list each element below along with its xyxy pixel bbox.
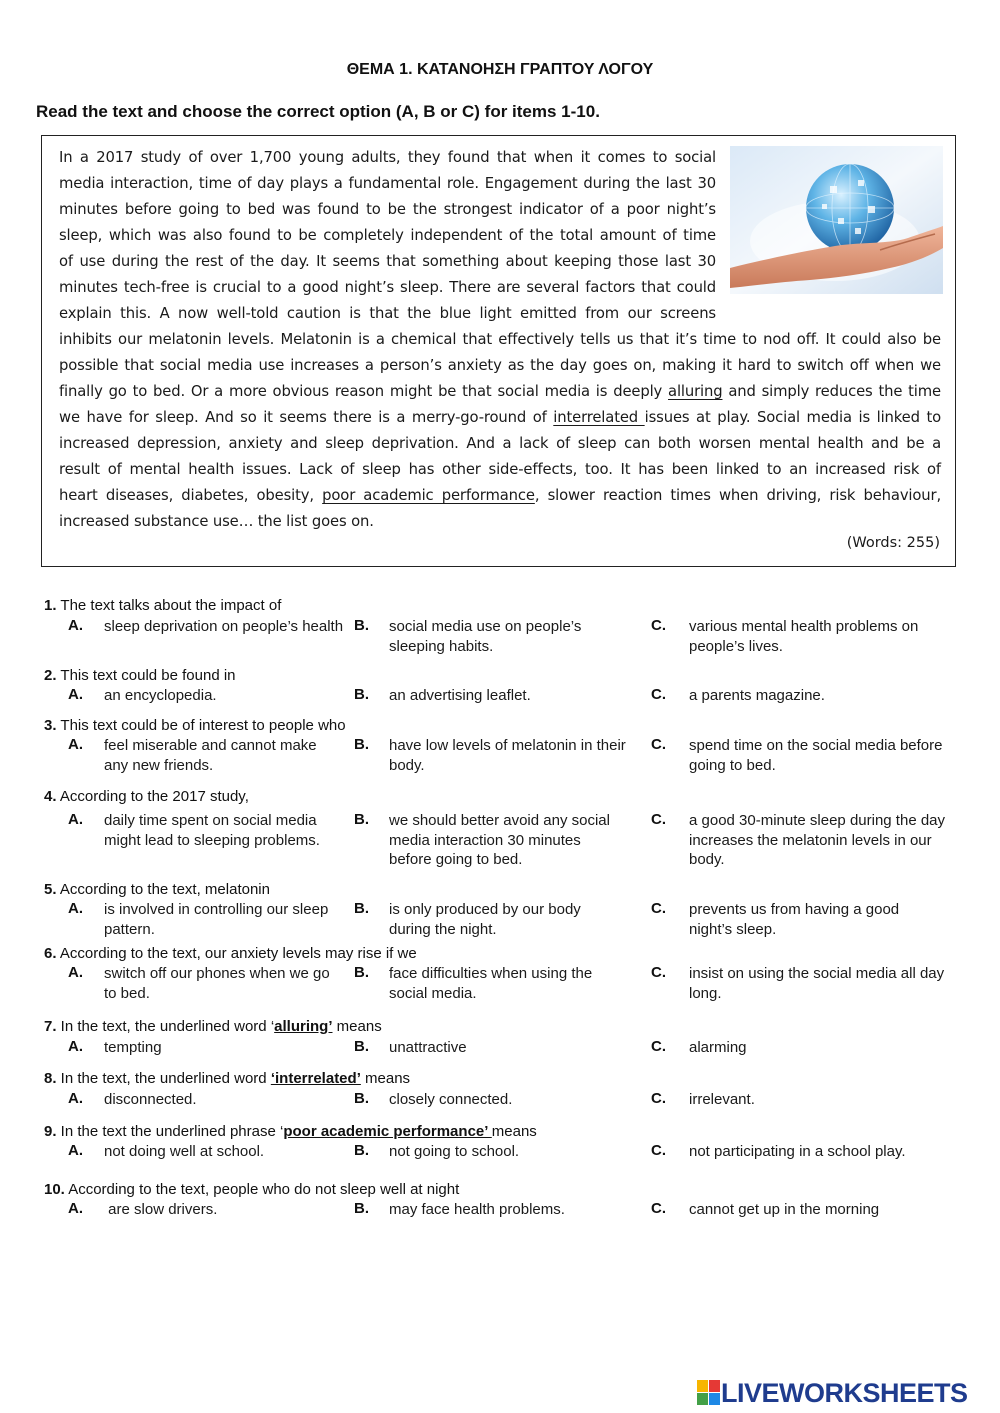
option-letter: B.: [354, 900, 369, 917]
option-a[interactable]: daily time spent on social media might lead to sleeping problems.: [104, 812, 320, 849]
option-c[interactable]: a good 30-minute sleep during the day increases the melatonin levels in our body.: [689, 812, 946, 868]
question-stem: 9. In the text the underlined phrase ‘poor academic performance’ means: [44, 1123, 537, 1140]
option-b[interactable]: have low levels of melatonin in their body.: [389, 737, 626, 774]
option-c[interactable]: cannot get up in the morning: [689, 1201, 880, 1218]
option-a[interactable]: are slow drivers.: [104, 1201, 218, 1218]
underlined-phrase-poor-academic-performance: poor academic performance: [322, 487, 535, 504]
option-c[interactable]: not participating in a school play.: [689, 1143, 906, 1160]
passage-line: sleep, which was also found to be completely independent of the total amount of time: [59, 227, 716, 244]
passage-line: possible that social media use increases a person’s anxiety as the day goes on, making it hard to switch off when we: [59, 357, 941, 374]
passage-line: finally go to bed. Or a more obvious reason might be that social media is deeply alluring and simply reduces the time: [59, 383, 941, 400]
option-letter: C.: [651, 686, 666, 703]
option-c[interactable]: various mental health problems on people’s lives.: [689, 618, 919, 655]
option-letter: A.: [68, 1200, 83, 1217]
option-letter: A.: [68, 736, 83, 753]
option-a[interactable]: switch off our phones when we go to bed.: [104, 965, 330, 1002]
option-letter: B.: [354, 1200, 369, 1217]
option-letter: A.: [68, 964, 83, 981]
liveworksheets-logo-text: LIVEWORKSHEETS: [721, 1377, 968, 1408]
option-letter: B.: [354, 686, 369, 703]
option-b[interactable]: an advertising leaflet.: [389, 687, 531, 704]
option-c[interactable]: prevents us from having a good night’s sleep.: [689, 901, 900, 938]
passage-line: increased substance use… the list goes on.: [59, 513, 374, 530]
option-b[interactable]: may face health problems.: [389, 1201, 565, 1218]
word-count: (Words: 255): [846, 535, 940, 551]
option-a[interactable]: feel miserable and cannot make any new friends.: [104, 737, 317, 774]
option-letter: A.: [68, 1142, 83, 1159]
option-b[interactable]: is only produced by our body during the night.: [389, 901, 581, 938]
option-letter: B.: [354, 617, 369, 634]
option-letter: B.: [354, 1142, 369, 1159]
option-a[interactable]: sleep deprivation on people’s health: [104, 618, 344, 635]
liveworksheets-logo[interactable]: [697, 1378, 968, 1408]
worksheet-title: ΘΕΜΑ 1. ΚΑΤΑΝΟΗΣΗ ΓΡΑΠΤΟΥ ΛΟΓΟΥ: [346, 61, 654, 78]
option-letter: C.: [651, 900, 666, 917]
question-stem: 4. According to the 2017 study,: [44, 788, 249, 805]
passage-line: of use during the rest of the day. It seems that something about keeping those last 30: [59, 253, 716, 270]
question-stem: 5. According to the text, melatonin: [44, 881, 270, 898]
option-b[interactable]: we should better avoid any social media interaction 30 minutes before going to bed.: [389, 812, 610, 868]
option-letter: A.: [68, 1090, 83, 1107]
passage-line: In a 2017 study of over 1,700 young adults, they found that when it comes to social: [59, 149, 716, 166]
question-stem: 2. This text could be found in: [44, 667, 236, 684]
option-c[interactable]: spend time on the social media before going to bed.: [689, 737, 943, 774]
option-letter: C.: [651, 736, 666, 753]
option-letter: B.: [354, 964, 369, 981]
question-stem: 8. In the text, the underlined word ‘interrelated’ means: [44, 1070, 411, 1087]
option-letter: A.: [68, 811, 83, 828]
underlined-word-interrelated: interrelated: [553, 409, 645, 426]
option-letter: A.: [68, 617, 83, 634]
passage-line: result of mental health issues. Lack of sleep has other side-effects, too. It has been linked to an increased risk of: [59, 461, 941, 478]
passage-line: explain this. A now well-told caution is that the blue light emitted from our screens: [59, 305, 716, 322]
option-letter: C.: [651, 964, 666, 981]
passage-line: media interaction, time of day plays a fundamental role. Engagement during the last 30: [59, 175, 716, 192]
passage-line: minutes tech-free is crucial to a good night’s sleep. There are several factors that could: [59, 279, 716, 296]
liveworksheets-badge-icon: [697, 1380, 721, 1406]
option-a[interactable]: disconnected.: [104, 1091, 197, 1108]
question-stem: 7. In the text, the underlined word ‘alluring’ means: [44, 1018, 382, 1035]
reading-passage: [59, 145, 941, 535]
option-c[interactable]: alarming: [689, 1039, 747, 1056]
option-a[interactable]: tempting: [104, 1039, 162, 1056]
option-a[interactable]: is involved in controlling our sleep pattern.: [104, 901, 329, 938]
option-letter: C.: [651, 1038, 666, 1055]
option-letter: A.: [68, 1038, 83, 1055]
option-letter: B.: [354, 1090, 369, 1107]
question-stem: 1. The text talks about the impact of: [44, 597, 282, 614]
passage-line: we have for sleep. And so it seems there is a merry-go-round of interrelated issues at play. Social media is linked to: [59, 409, 941, 426]
option-b[interactable]: closely connected.: [389, 1091, 513, 1108]
option-b[interactable]: not going to school.: [389, 1143, 520, 1160]
option-a[interactable]: an encyclopedia.: [104, 687, 217, 704]
underlined-word-alluring: alluring: [668, 383, 723, 400]
option-letter: C.: [651, 1090, 666, 1107]
passage-line: minutes before going to bed was found to be the strongest indicator of a poor night’s: [59, 201, 716, 218]
passage-line: inhibits our melatonin levels. Melatonin is a chemical that effectively tells us that it’s time to nod off. It could also be: [59, 331, 941, 348]
option-c[interactable]: a parents magazine.: [689, 687, 825, 704]
option-letter: C.: [651, 811, 666, 828]
option-letter: C.: [651, 1142, 666, 1159]
option-c[interactable]: insist on using the social media all day long.: [689, 965, 945, 1002]
question-stem: 6. According to the text, our anxiety levels may rise if we: [44, 945, 417, 962]
instruction-text: Read the text and choose the correct option (A, B or C) for items 1-10.: [36, 102, 600, 121]
passage-line: heart diseases, diabetes, obesity, poor academic performance, slower reaction times when driving, risk behaviour,: [59, 487, 941, 504]
option-letter: A.: [68, 900, 83, 917]
option-a[interactable]: not doing well at school.: [104, 1143, 265, 1160]
option-letter: C.: [651, 617, 666, 634]
option-b[interactable]: unattractive: [389, 1039, 467, 1056]
option-b[interactable]: face difficulties when using the social media.: [389, 965, 593, 1002]
option-c[interactable]: irrelevant.: [689, 1091, 755, 1108]
option-letter: B.: [354, 1038, 369, 1055]
option-letter: A.: [68, 686, 83, 703]
passage-line: increased depression, anxiety and sleep deprivation. And a lack of sleep can both worsen mental health and be a: [59, 435, 941, 452]
option-letter: C.: [651, 1200, 666, 1217]
option-letter: B.: [354, 811, 369, 828]
question-stem: 10. According to the text, people who do not sleep well at night: [44, 1181, 460, 1198]
question-stem: 3. This text could be of interest to people who: [44, 717, 346, 734]
option-letter: B.: [354, 736, 369, 753]
option-b[interactable]: social media use on people’s sleeping habits.: [389, 618, 582, 655]
